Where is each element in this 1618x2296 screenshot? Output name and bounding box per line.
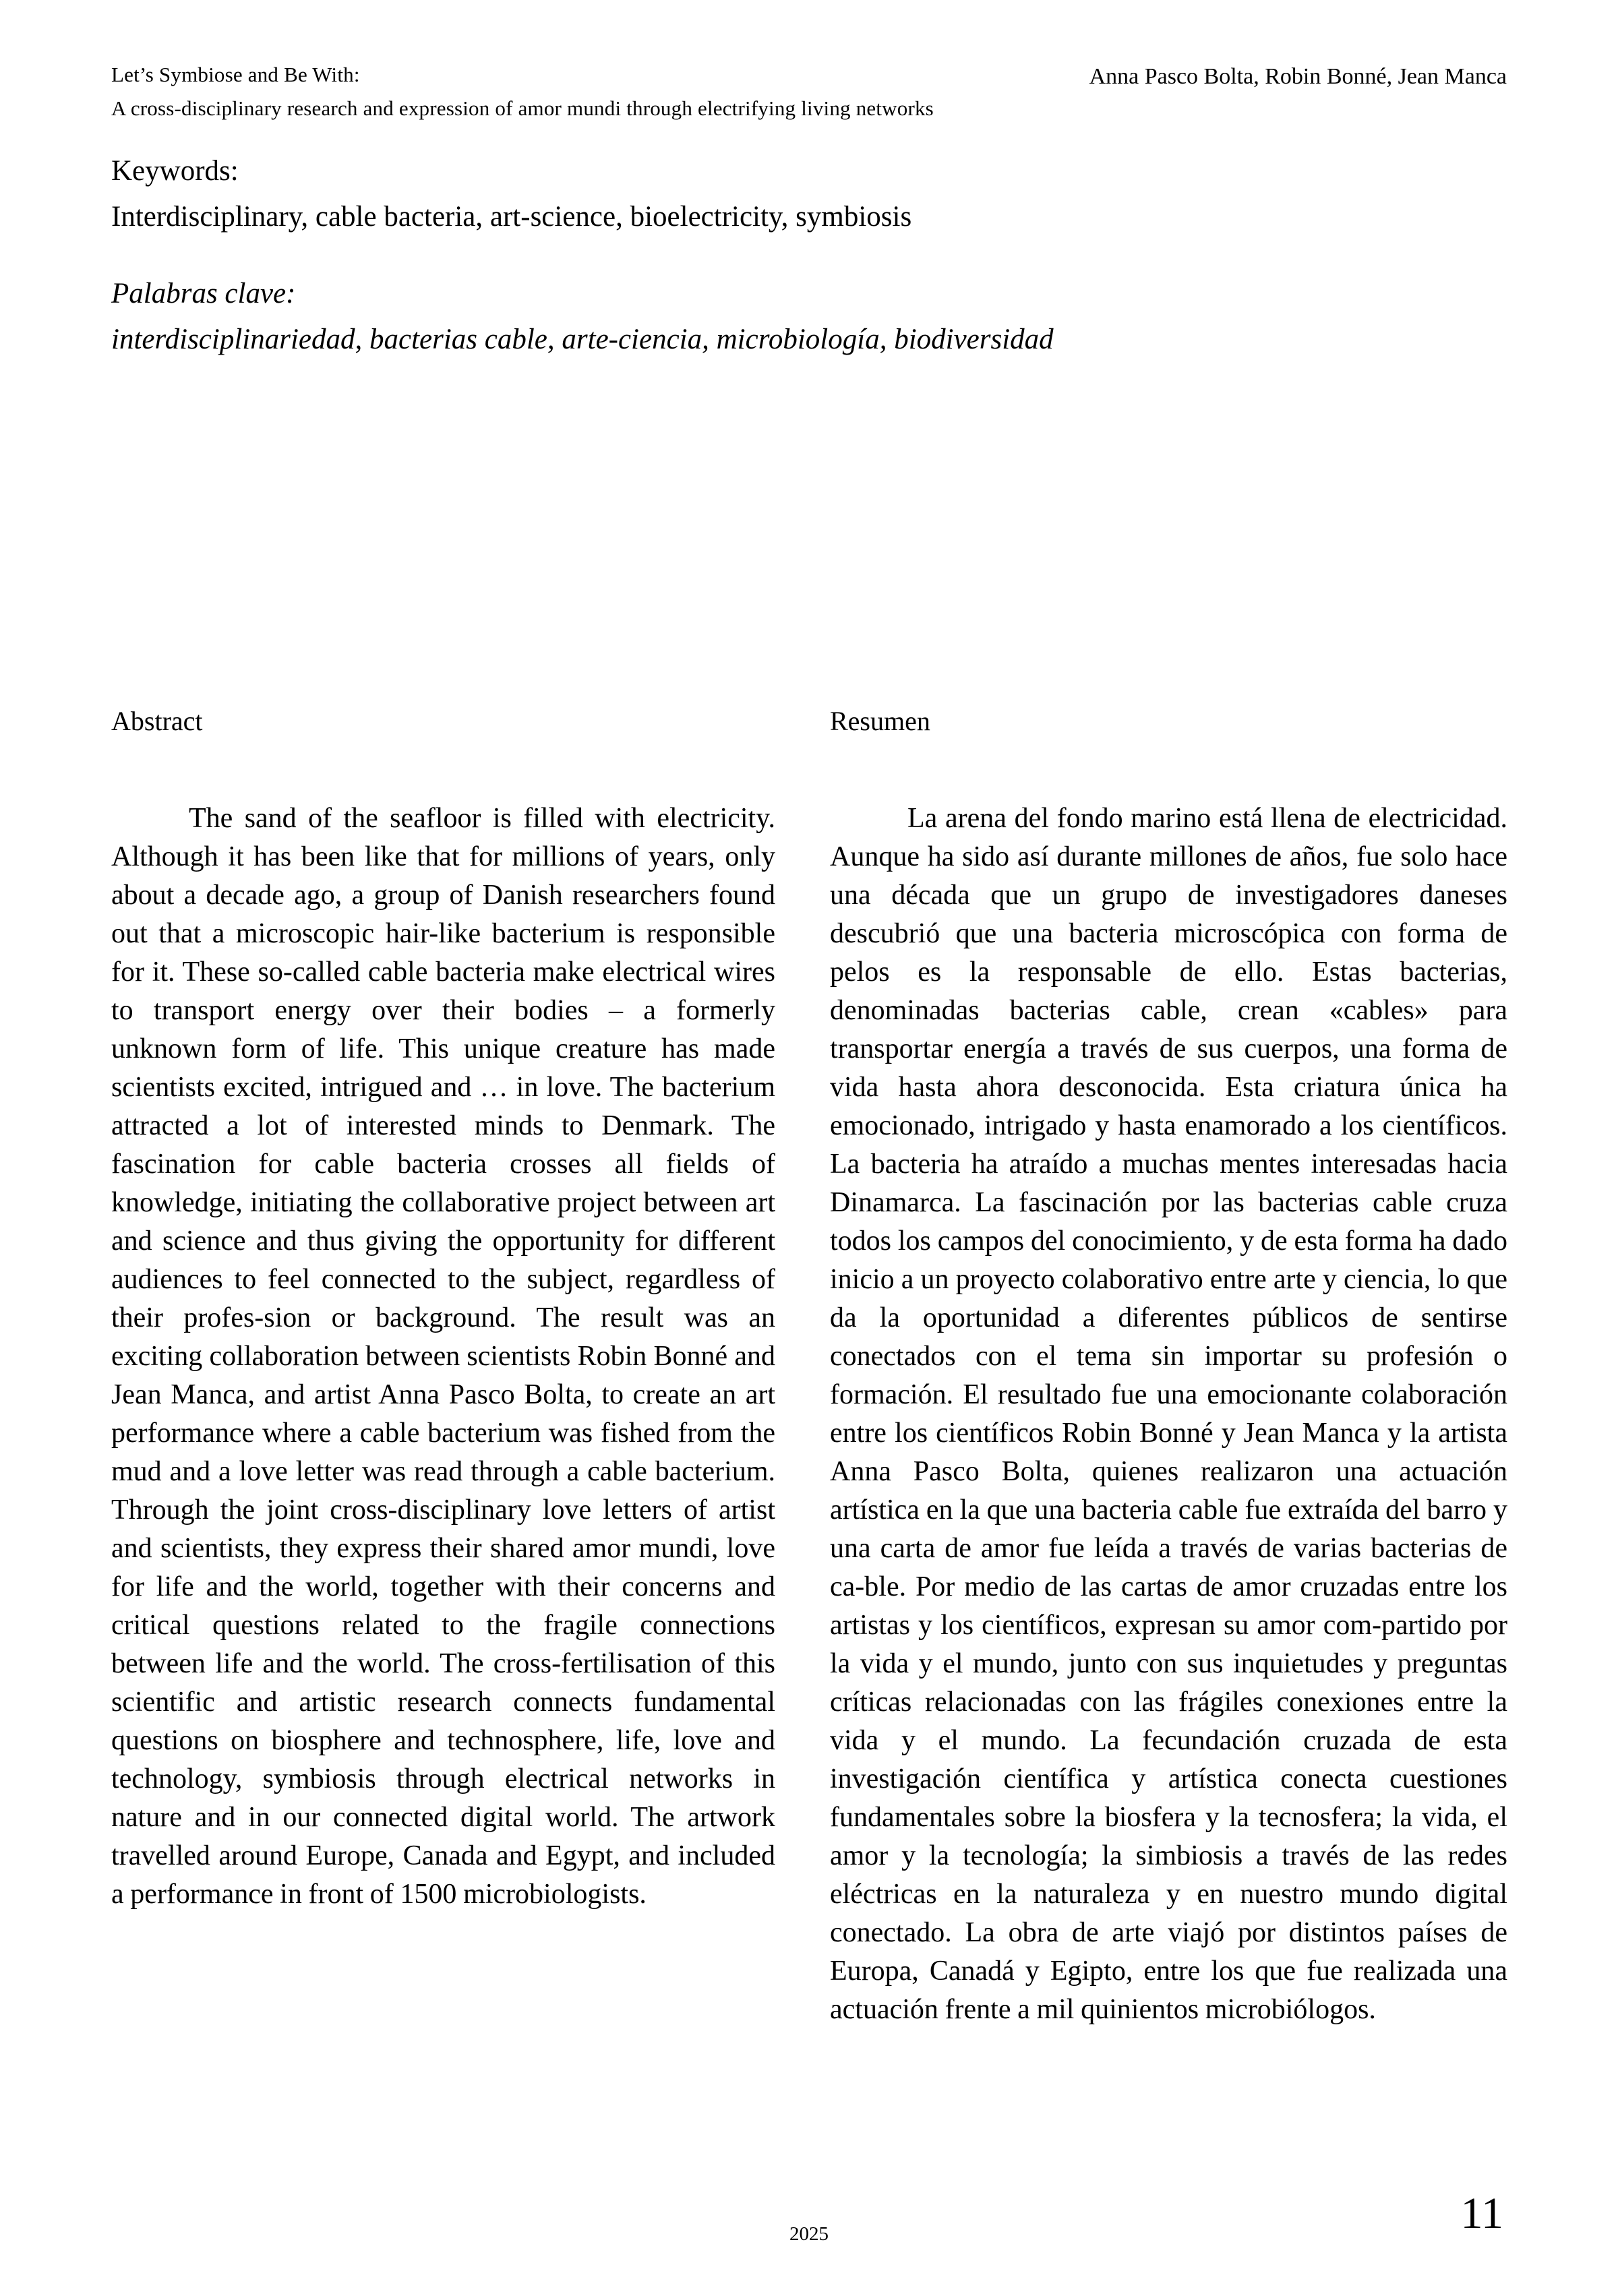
footer-year: 2025 [789,2223,829,2245]
authors: Anna Pasco Bolta, Robin Bonné, Jean Manca [1089,64,1507,89]
running-header [111,58,1055,125]
keywords-label: Keywords: [111,155,239,187]
palabras-clave-label: Palabras clave: [111,278,296,309]
paper-title: Let’s Symbiose and Be With: [111,63,360,86]
palabras-clave-text: interdisciplinariedad, bacterias cable, arte-ciencia, microbiología, biodiversidad [111,324,1054,355]
resumen-text: La arena del fondo marino está llena de electricidad. Aunque ha sido así durante millones de años, fue solo hace una década que un grupo de investigadores daneses descubrió que una bacteria microscópica con forma de pelos es la responsable de ello. Estas bacterias, denominadas bacterias cable, crean «cables» para transportar energía a través de sus cuerpos, una forma de vida hasta ahora desconocida. Esta criatura única ha emocionado, intrigado y hasta enamorado a los científicos. La bacteria ha atraído a muchas mentes interesadas hacia Dinamarca. La fascinación por las bacterias cable cruza todos los campos del conocimiento, y de esta forma ha dado inicio a un proyecto colaborativo entre arte y ciencia, lo que da la oportunidad a diferentes públicos de sentirse conectados con el tema sin importar su profesión o formación. El resultado fue una emocionante colaboración entre los científicos Robin Bonné y Jean Manca y la artista Anna Pasco Bolta, quienes realizaron una actuación artística en la que una bacteria cable fue extraída del barro y una carta de amor fue leída a través de varias bacterias de ca-ble. Por medio de las cartas de amor cruzadas entre los artistas y los científicos, expresan su amor com-partido por la vida y el mundo, junto con sus inquietudes y preguntas críticas relacionadas con las frágiles conexiones entre la vida y el mundo. La fecundación cruzada de esta investigación científica y artística conecta cuestiones fundamentales sobre la biosfera y la tecnosfera; la vida, el amor y la tecnología; la simbiosis a través de las redes eléctricas en la naturaleza y en nuestro mundo digital conectado. La obra de arte viajó por distintos países de Europa, Canadá y Egipto, entre los que fue realizada una actuación frente a mil quinientos microbiólogos. [830,803,1507,2025]
abstract-text: The sand of the seafloor is filled with electricity. Although it has been like that for millions of years, only about a decade ago, a group of Danish researchers found out that a microscopic hair-like bacterium is responsible for it. These so-called cable bacteria make electrical wires to transport energy over their bodies – a formerly unknown form of life. This unique creature has made scientists excited, intrigued and … in love. The bacterium attracted a lot of interested minds to Denmark. The fascination for cable bacteria crosses all fields of knowledge, initiating the collaborative project between art and science and thus giving the opportunity for different audiences to feel connected to the subject, regardless of their profes-sion or background. The result was an exciting collaboration between scientists Robin Bonné and Jean Manca, and artist Anna Pasco Bolta, to create an art performance where a cable bacterium was fished from the mud and a love letter was read through a cable bacterium. Through the joint cross-disciplinary love letters of artist and scientists, they express their shared amor mundi, love for life and the world, together with their concerns and critical questions related to the fragile connections between life and the world. The cross-fertilisation of this scientific and artistic research connects fundamental questions on biosphere and technosphere, life, love and technology, symbiosis through electrical networks in nature and in our connected digital world. The artwork travelled around Europe, Canada and Egypt, and included a performance in front of 1500 microbiologists. [111,803,775,1910]
paper-subtitle: A cross-disciplinary research and expression of amor mundi through electrifying living networks [111,96,934,120]
keywords-text: Interdisciplinary, cable bacteria, art-science, bioelectricity, symbiosis [111,201,912,233]
palabras-clave-section [111,271,1527,363]
page-number: 11 [1460,2189,1503,2238]
resumen-label: Resumen [830,706,930,736]
keywords-section [111,148,1527,240]
abstract-label: Abstract [111,706,203,736]
